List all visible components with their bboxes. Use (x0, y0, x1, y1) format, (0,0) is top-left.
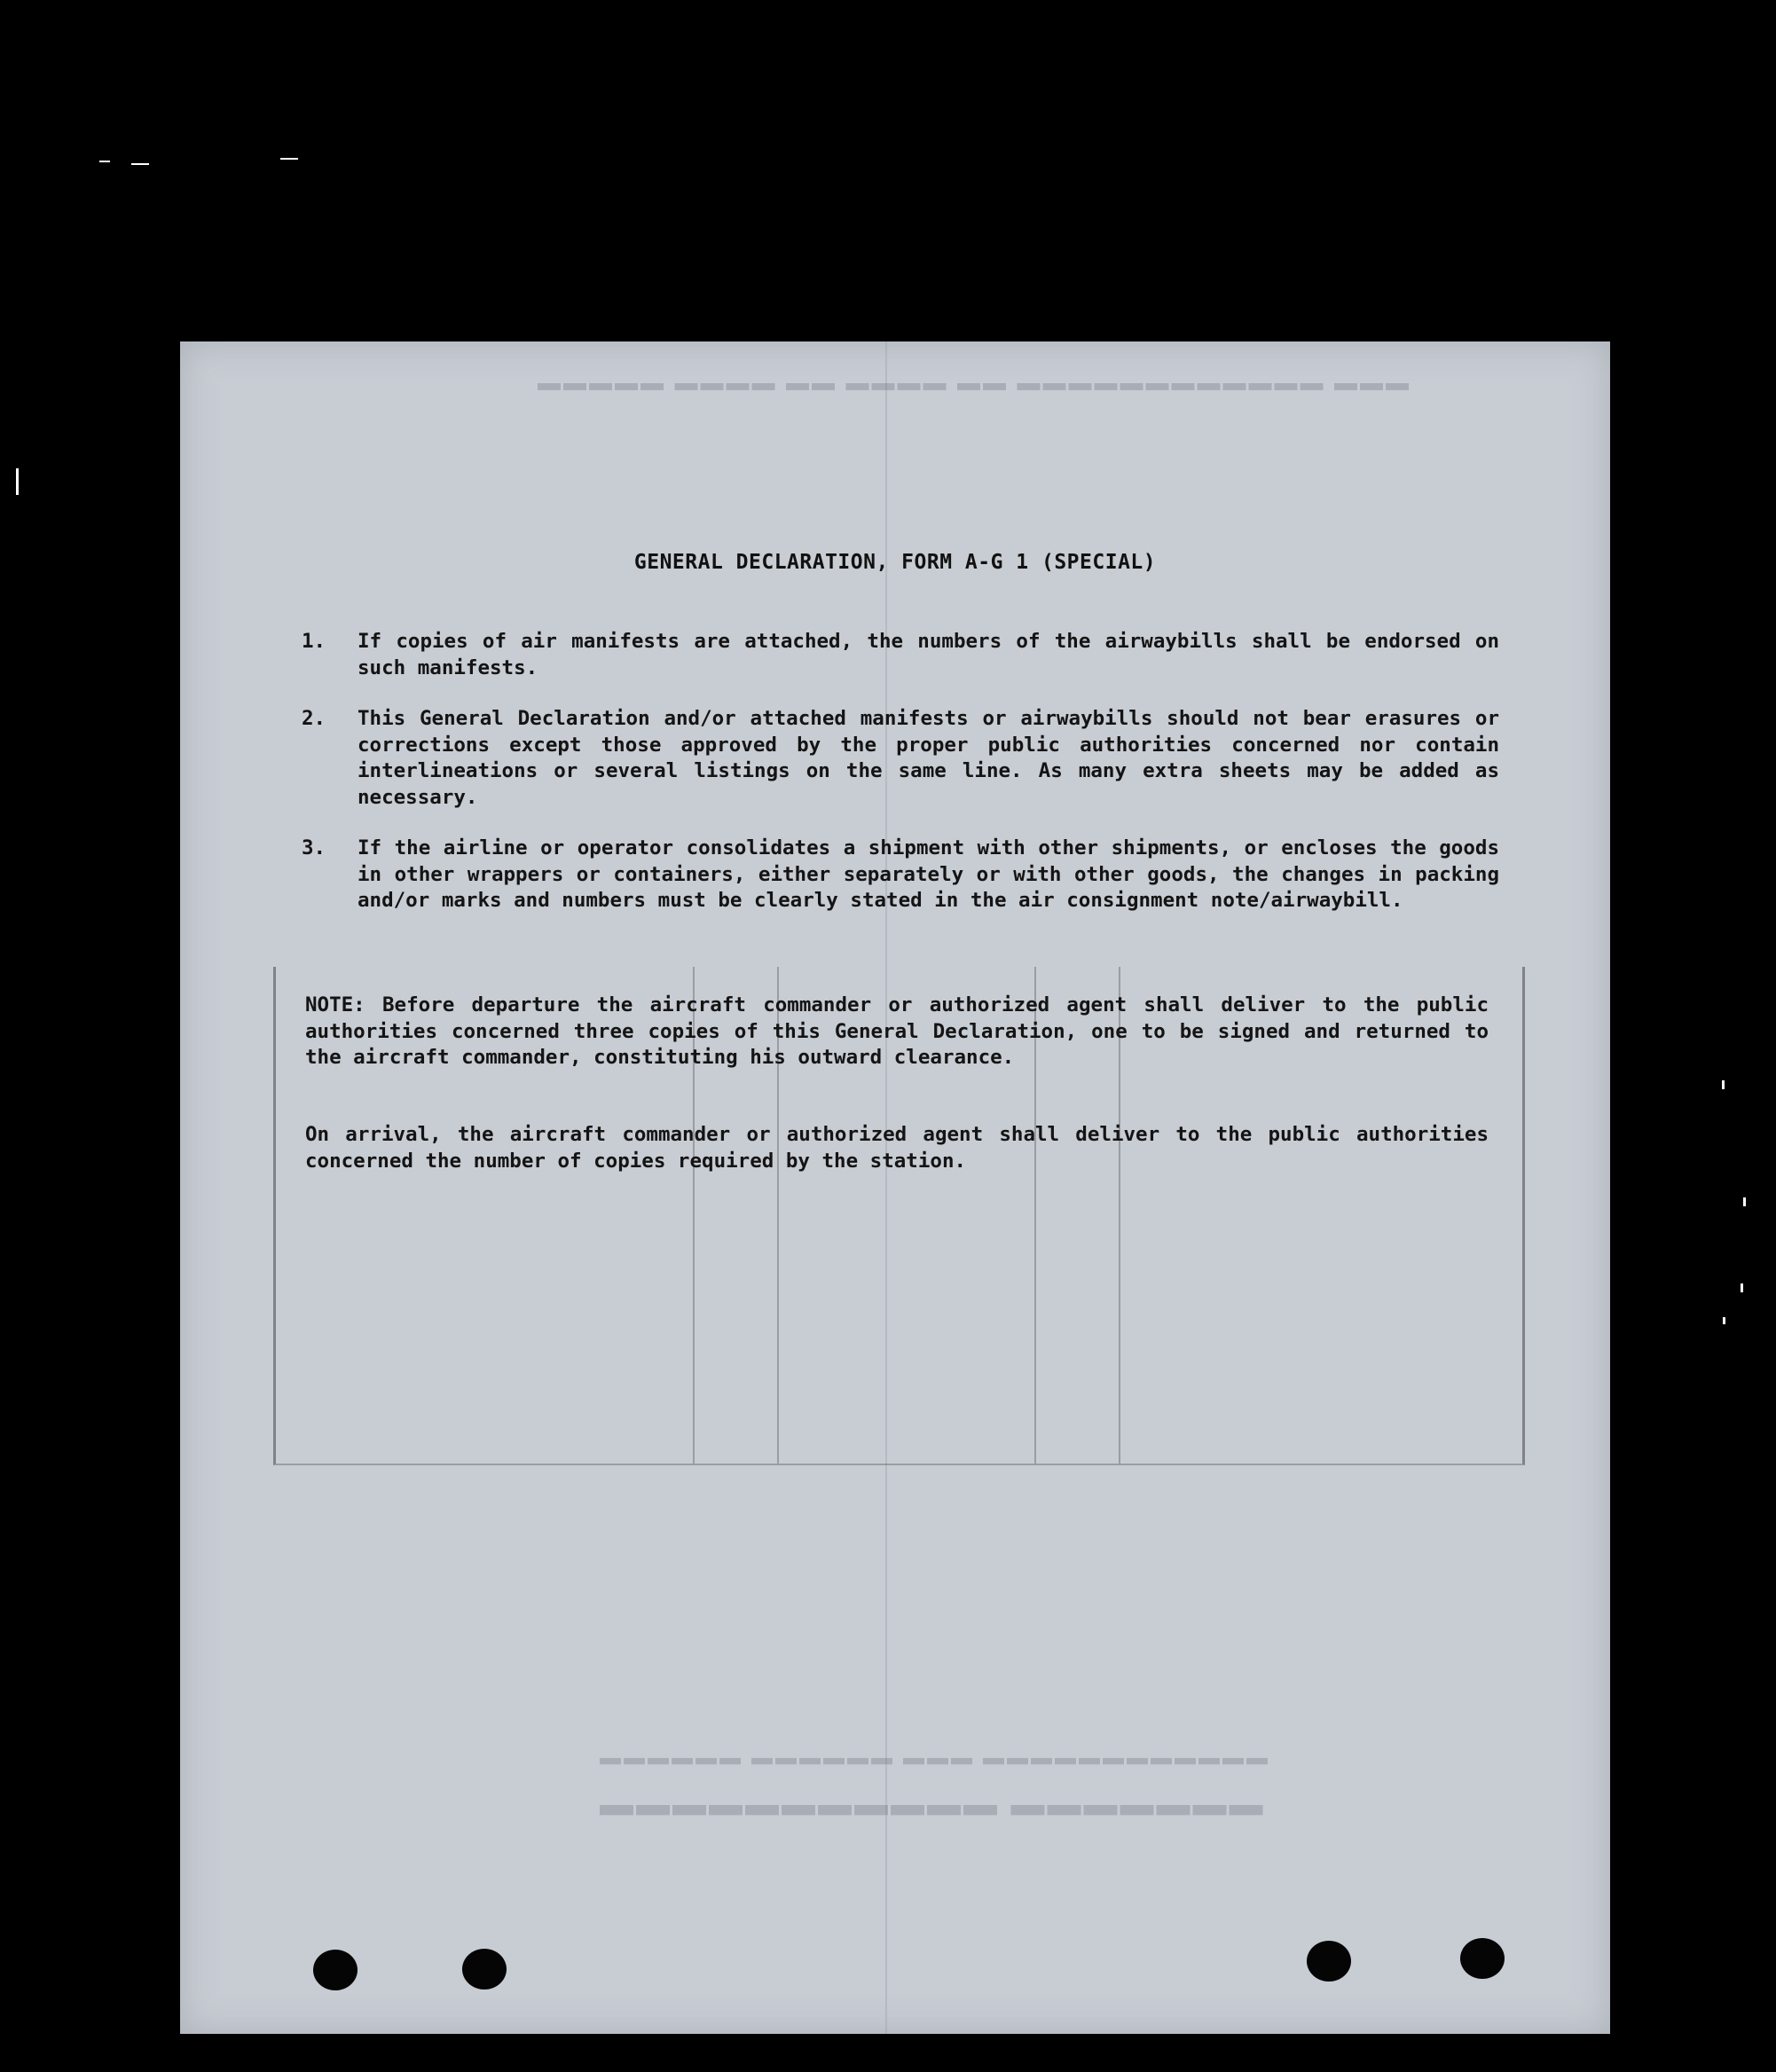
instruction-item-2 (302, 706, 1499, 811)
document-sheet (180, 341, 1610, 2034)
instruction-number: 3. (302, 836, 326, 859)
instruction-number: 1. (302, 630, 326, 653)
note-paragraph: NOTE: Before departure the aircraft commander or authorized agent shall deliver to the public authorities concerned three copies of this General Declaration, one to be signed and returned to the aircraft commander, constituting his outward clearance. (305, 993, 1489, 1069)
scan-speck (131, 163, 149, 165)
punch-hole (1460, 1938, 1505, 1979)
scan-speck (1723, 1317, 1725, 1324)
arrival-paragraph: On arrival, the aircraft commander or authorized agent shall deliver to the public authorities concerned the number of copies required by the station. (305, 1123, 1489, 1173)
instruction-text: If the airline or operator consolidates a shipment with other shipments, or encloses the goods in other wrappers or containers, either separately or with other goods, the changes in packing and/or marks and numbers must be clearly stated in the air consignment note/airwaybill. (358, 836, 1499, 912)
instruction-text: If copies of air manifests are attached, the numbers of the airwaybills shall be endorsed on such manifests. (358, 630, 1499, 679)
scan-speck (99, 161, 110, 162)
bleed-through-footer: ▬▬▬▬▬▬▬ ▬▬▬▬▬▬▬▬▬▬▬ (597, 1797, 1263, 1834)
instruction-item-3 (302, 836, 1499, 914)
scan-speck (1743, 1197, 1746, 1206)
punch-hole (462, 1949, 507, 1990)
scan-speck (1722, 1080, 1725, 1089)
scan-speck (1741, 1283, 1743, 1292)
page-title: GENERAL DECLARATION, FORM A-G 1 (SPECIAL) (633, 551, 1157, 574)
punch-hole (313, 1950, 358, 1990)
scan-speck (16, 468, 19, 495)
bleed-through-subheading: ▬▬▬▬▬▬▬▬▬▬▬▬ ▬▬▬ ▬▬▬▬▬▬ ▬▬▬▬▬▬ (597, 1753, 1268, 1776)
scan-speck (280, 158, 298, 160)
instruction-item-1 (302, 629, 1499, 681)
instruction-number: 2. (302, 707, 326, 730)
punch-hole (1307, 1941, 1351, 1982)
bleed-through-heading: ▬▬▬ ▬▬▬▬▬▬▬▬▬▬▬▬ ▬▬ ▬▬▬▬ ▬▬ ▬▬▬▬ ▬▬▬▬▬ (535, 378, 1409, 404)
instruction-text: This General Declaration and/or attached manifests or airwaybills should not bear erasures or corrections except those approved by the proper public authorities concerned nor contain interlineations or several listings on the same line. As many extra sheets may be added as necessary. (358, 707, 1499, 809)
